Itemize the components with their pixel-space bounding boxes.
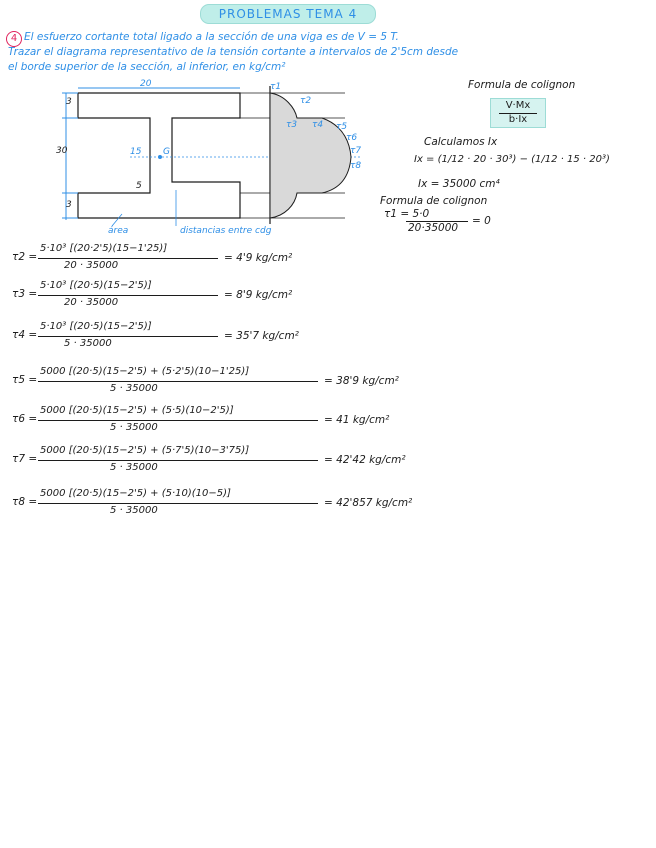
dim-3-top-label: 3: [66, 97, 72, 107]
collignon-label: Formula de colignon: [468, 79, 576, 91]
dim-5-label: 5: [136, 181, 142, 191]
equation-denominator: 20 · 35000: [64, 260, 119, 271]
equation-result: = 42'42 kg/cm²: [324, 454, 406, 466]
equation-fraction-line: [38, 258, 218, 259]
tau5-label: τ5: [336, 122, 348, 132]
statement-line-1: El esfuerzo cortante total ligado a la sección de una viga es de V = 5 T.: [24, 31, 399, 43]
tau6-label: τ6: [346, 133, 358, 143]
collignon-label-2: Formula de colignon: [380, 195, 488, 207]
dim-top-label: 20: [140, 79, 152, 89]
area-label: área: [108, 226, 129, 236]
equation-lhs: τ2 =: [12, 251, 38, 263]
tau4-label: τ4: [312, 120, 324, 130]
inertia-result: Ix = 35000 cm⁴: [418, 178, 500, 190]
distance-label: distancias entre cdg: [180, 226, 272, 236]
equation-fraction-line: [38, 503, 318, 504]
equation-numerator: 5000 [(20·5)(15−2'5) + (5·7'5)(10−3'75)]: [40, 445, 250, 456]
equation-denominator: 5 · 35000: [110, 383, 158, 394]
equation-fraction-line: [38, 460, 318, 461]
tau2-label: τ2: [300, 96, 312, 106]
collignon-numerator: V·Mx: [505, 100, 531, 111]
equation-numerator: 5·10³ [(20·5)(15−2'5)]: [40, 280, 152, 291]
equation-denominator: 5 · 35000: [110, 462, 158, 473]
equation-result: = 41 kg/cm²: [324, 414, 390, 426]
equation-numerator: 5·10³ [(20·2'5)(15−1'25)]: [40, 243, 168, 254]
equation-lhs: τ5 =: [12, 374, 38, 386]
equation-fraction-line: [38, 336, 218, 337]
equation-fraction-line: [38, 420, 318, 421]
equation-fraction-line: [38, 295, 218, 296]
equation-lhs: τ6 =: [12, 413, 38, 425]
problem-number: 4: [6, 31, 22, 47]
statement-line-3: el borde superior de la sección, al inferior, en kg/cm²: [8, 61, 286, 73]
equation-numerator: 5000 [(20·5)(15−2'5) + (5·5)(10−2'5)]: [40, 405, 234, 416]
inertia-calc-label: Calculamos Ix: [424, 136, 498, 148]
page-title: PROBLEMAS TEMA 4: [200, 4, 376, 24]
collignon-denominator: b·Ix: [508, 114, 528, 125]
equation-lhs: τ7 =: [12, 453, 38, 465]
equation-denominator: 5 · 35000: [64, 338, 112, 349]
tau3-label: τ3: [286, 120, 298, 130]
equation-result: = 35'7 kg/cm²: [224, 330, 299, 342]
equation-denominator: 5 · 35000: [110, 422, 158, 433]
dim-left-label: 30: [56, 146, 68, 156]
equation-denominator: 5 · 35000: [110, 505, 158, 516]
inertia-expression: Ix = (1/12 · 20 · 30³) − (1/12 · 15 · 20³): [414, 154, 610, 165]
equation-lhs: τ3 =: [12, 288, 38, 300]
label-15: 15: [130, 147, 142, 157]
equation-fraction-line: [38, 381, 318, 382]
equation-denominator: 20 · 35000: [64, 297, 119, 308]
tau8-label: τ8: [350, 161, 362, 171]
equation-numerator: 5000 [(20·5)(15−2'5) + (5·10)(10−5)]: [40, 488, 231, 499]
shear-diagram: [270, 93, 351, 218]
centroid-label: G: [163, 147, 170, 157]
equation-numerator: 5000 [(20·5)(15−2'5) + (5·2'5)(10−1'25)]: [40, 366, 250, 377]
tau7-label: τ7: [350, 146, 362, 156]
dim-3-bottom-label: 3: [66, 200, 72, 210]
tau1-result: = 0: [472, 215, 491, 227]
equation-result: = 42'857 kg/cm²: [324, 497, 413, 509]
tau1-lhs: τ1 = 5·0: [384, 208, 430, 220]
equation-result: = 8'9 kg/cm²: [224, 289, 293, 301]
equation-lhs: τ4 =: [12, 329, 38, 341]
centroid-point: [158, 155, 162, 159]
equation-numerator: 5·10³ [(20·5)(15−2'5)]: [40, 321, 152, 332]
tau1-label: τ1: [270, 82, 282, 92]
equation-result: = 38'9 kg/cm²: [324, 375, 399, 387]
statement-line-2: Trazar el diagrama representativo de la tensión cortante a intervalos de 2'5cm desde: [8, 46, 459, 58]
equation-result: = 4'9 kg/cm²: [224, 252, 293, 264]
tau1-denominator: 20·35000: [408, 222, 459, 234]
equation-lhs: τ8 =: [12, 496, 38, 508]
